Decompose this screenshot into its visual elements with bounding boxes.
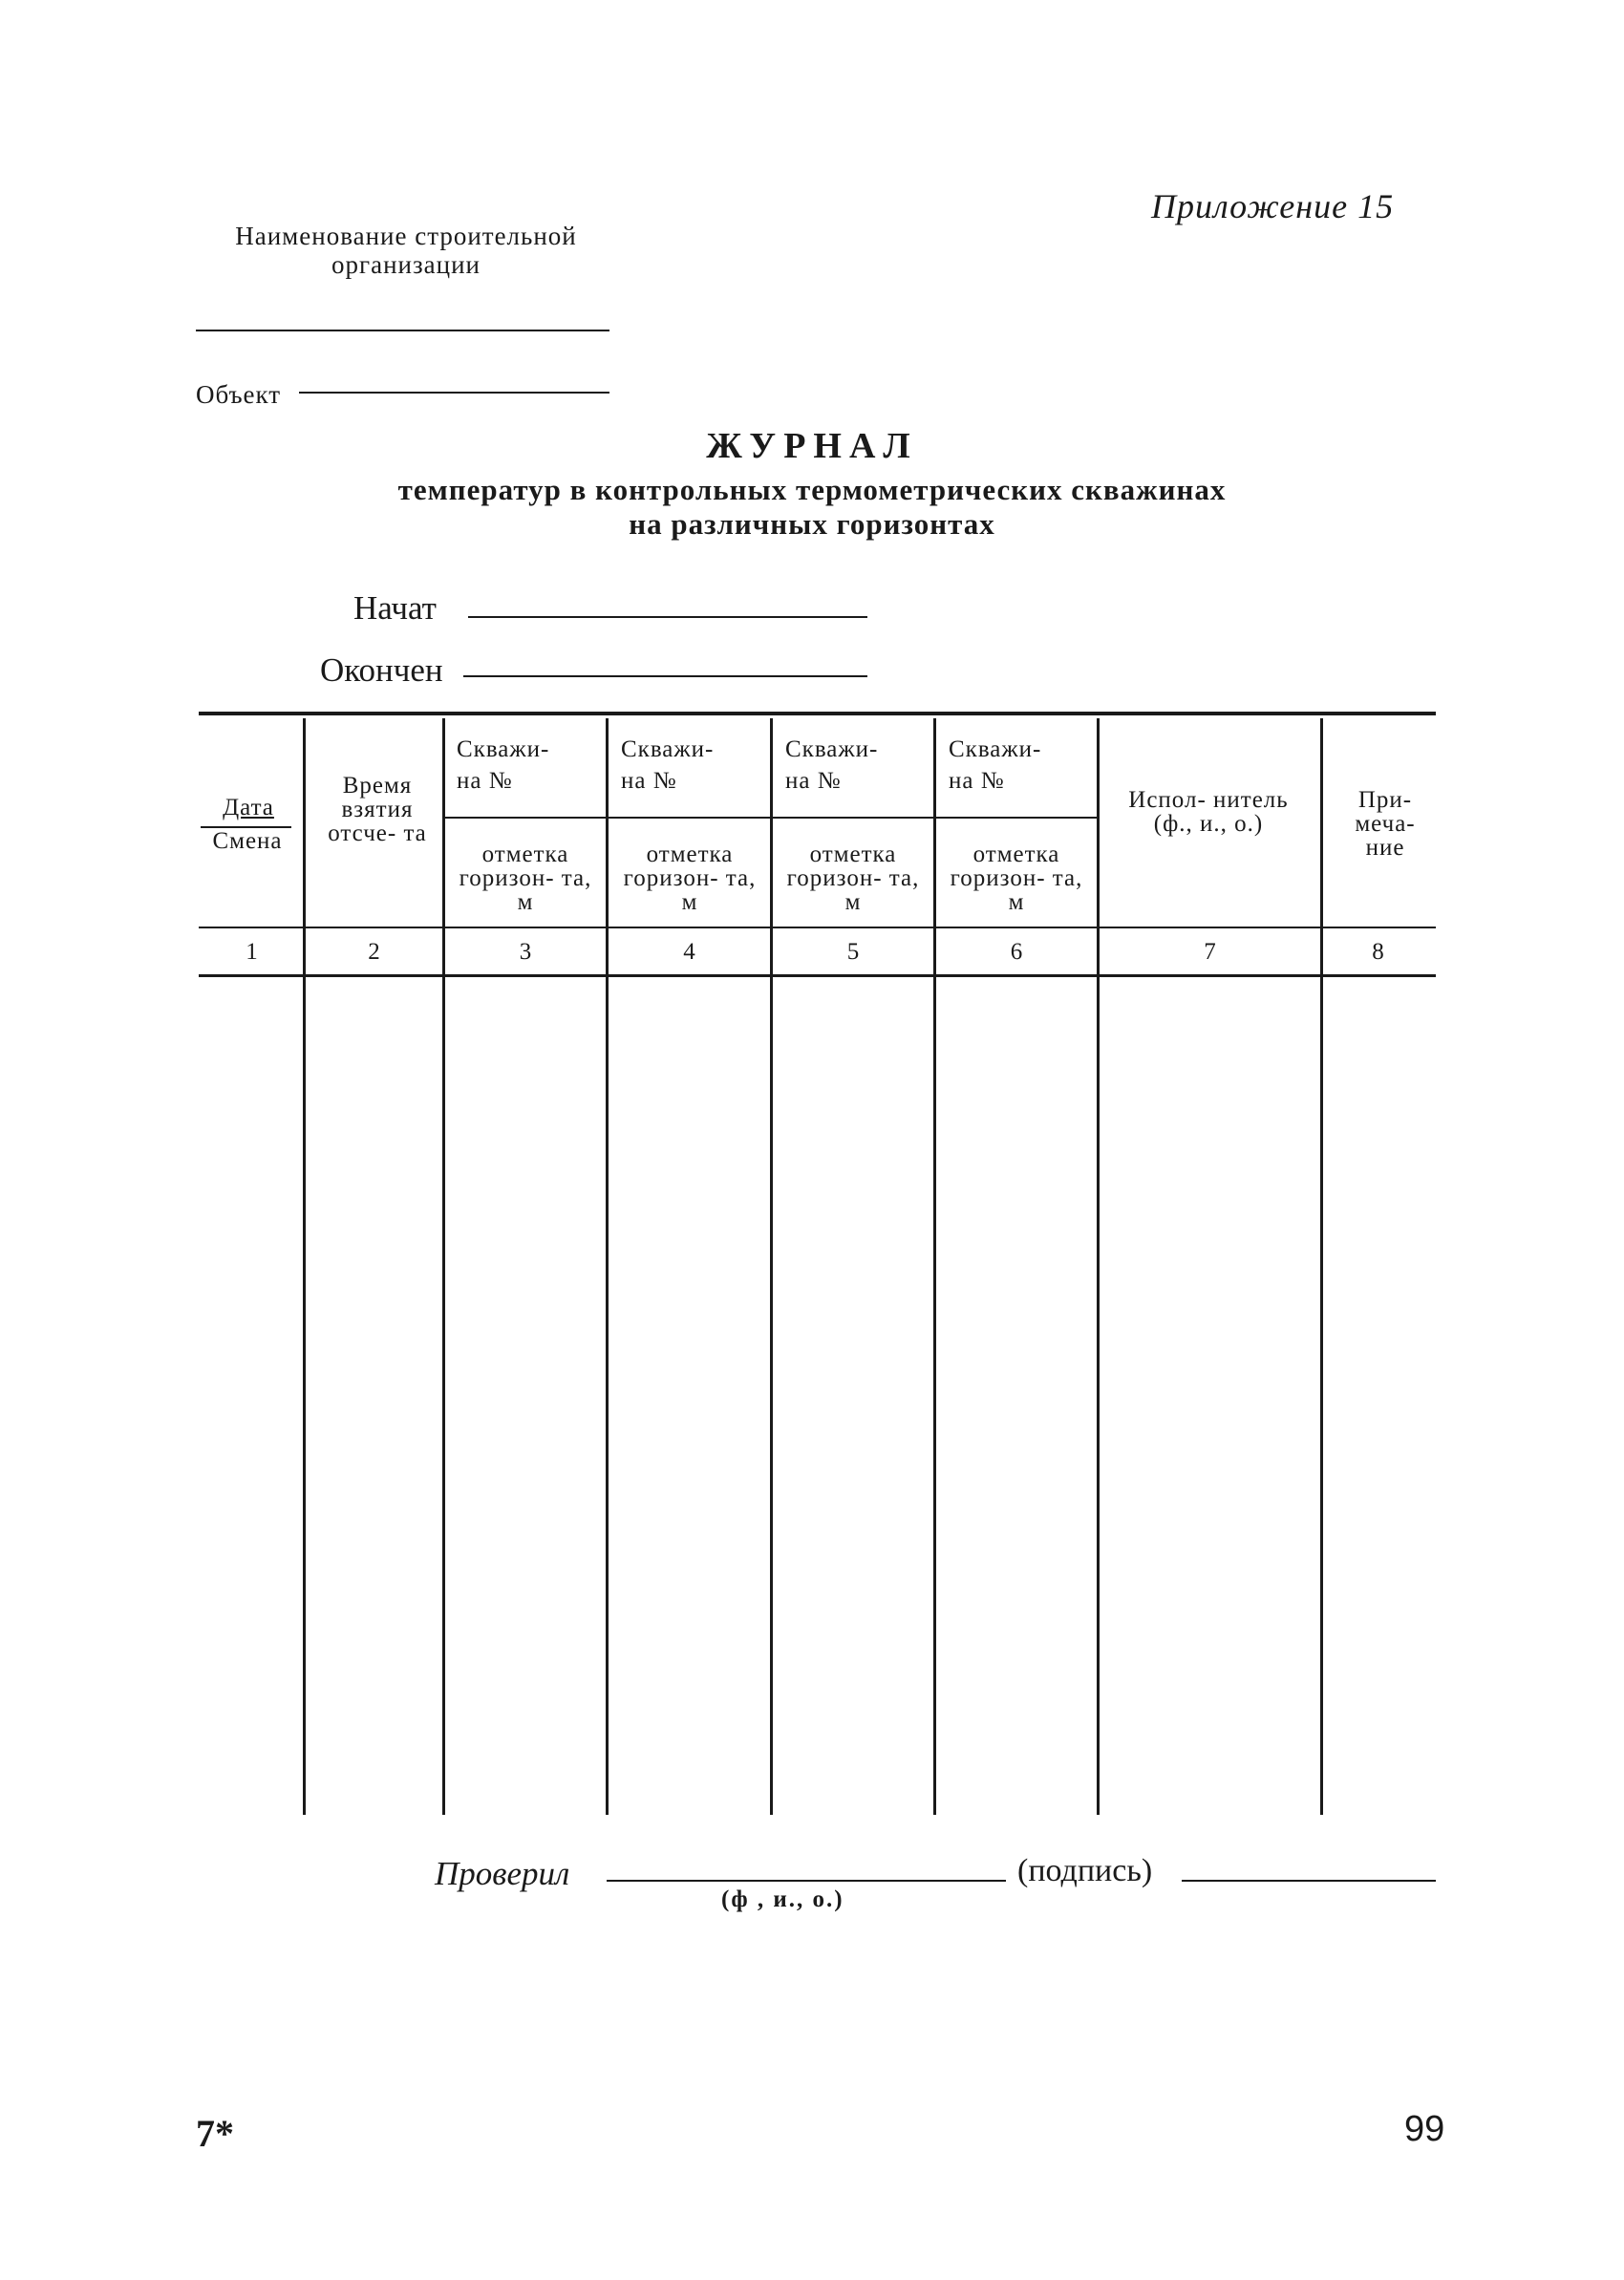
- table-number-row-rule: [199, 974, 1436, 977]
- column-number: 1: [246, 939, 258, 965]
- appendix-label: Приложение 15: [1151, 187, 1395, 225]
- well-header: Скважи- на №: [785, 736, 879, 794]
- column-number: 8: [1372, 939, 1384, 965]
- column-divider: [442, 718, 445, 1815]
- journal-subtitle-line-1: температур в контрольных термометрических скважинах: [397, 473, 1227, 506]
- journal-subtitle: [0, 473, 1624, 542]
- column-divider: [1097, 718, 1100, 1815]
- page-number: 99: [1404, 2109, 1445, 2149]
- column-divider: [1320, 718, 1323, 1815]
- reading-time-header: Время взятия отсче- та: [328, 773, 427, 846]
- column-divider: [303, 718, 306, 1815]
- checked-by-field[interactable]: [607, 1880, 1006, 1882]
- horizon-mark-header: отметка горизон- та, м: [950, 842, 1083, 915]
- finished-label: Окончен: [320, 651, 443, 689]
- column-divider: [933, 718, 936, 1815]
- object-field[interactable]: [299, 392, 609, 394]
- executor-header: Испол- нитель (ф., и., о.): [1128, 787, 1289, 837]
- organization-name-field[interactable]: [196, 330, 609, 331]
- column-number: 2: [368, 939, 380, 965]
- date-header: Дата: [223, 795, 274, 820]
- well-header: Скважи- на №: [621, 736, 715, 794]
- well-header: Скважи- на №: [457, 736, 550, 794]
- sheet-mark: 7*: [196, 2112, 234, 2155]
- journal-subtitle-line-2: на различных горизонтах: [629, 507, 995, 541]
- column-number: 5: [846, 939, 860, 965]
- column-number: 3: [519, 939, 532, 965]
- column-number: 7: [1204, 939, 1216, 965]
- signature-label: (подпись): [1017, 1853, 1153, 1888]
- horizon-mark-header: отметка горизон- та, м: [623, 842, 757, 915]
- started-field[interactable]: [468, 616, 867, 618]
- shift-header: Смена: [212, 828, 283, 854]
- horizon-mark-header: отметка горизон- та, м: [459, 842, 592, 915]
- column-divider: [770, 718, 773, 1815]
- column-number: 4: [683, 939, 695, 965]
- table-header-rule: [199, 927, 1436, 928]
- well-header: Скважи- на №: [949, 736, 1042, 794]
- organization-name-label: Наименование строительной организации: [235, 222, 577, 279]
- object-label: Объект: [196, 380, 282, 409]
- note-header: При- меча- ние: [1355, 787, 1416, 861]
- table-top-rule: [199, 712, 1436, 715]
- column-divider: [606, 718, 609, 1815]
- full-name-caption: (ф , и., о.): [721, 1886, 844, 1912]
- journal-title: ЖУРНАЛ: [706, 426, 918, 466]
- finished-field[interactable]: [463, 675, 867, 677]
- checked-by-label: Проверил: [435, 1855, 570, 1892]
- horizon-mark-header: отметка горизон- та, м: [786, 842, 920, 915]
- signature-field[interactable]: [1182, 1880, 1436, 1882]
- column-number: 6: [1010, 939, 1023, 965]
- started-label: Начат: [353, 589, 437, 627]
